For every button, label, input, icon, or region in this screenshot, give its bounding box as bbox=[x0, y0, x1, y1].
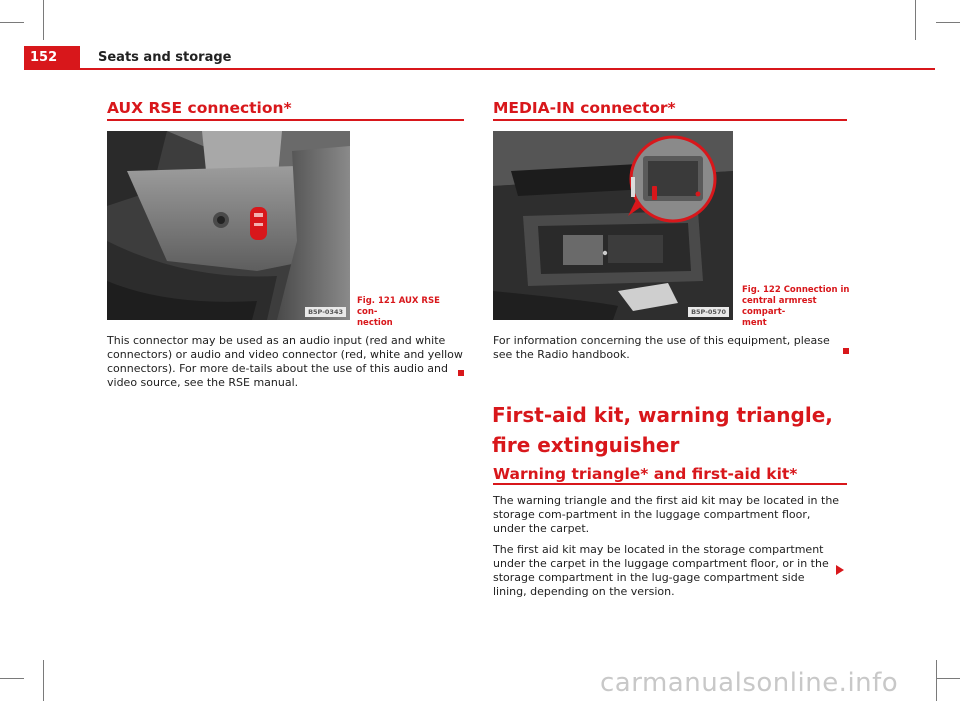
body-paragraph: This connector may be used as an audio input (red and white connectors) or audio and video connector (red, white and yellow connectors). For more de-tails about the use of this audio and video source, see the RSE manual. bbox=[107, 334, 463, 389]
media-in-illustration bbox=[493, 131, 733, 320]
section-title-aux-rse: AUX RSE connection* bbox=[107, 99, 292, 117]
header-title: Seats and storage bbox=[98, 50, 232, 65]
body-paragraph: The first aid kit may be located in the storage compartment under the carpet in the luggage compartment floor, or in the storage compartment in the lug-gage compartment side lining, depending on the version. bbox=[493, 543, 829, 598]
aux-rse-body bbox=[107, 334, 463, 397]
body-paragraph: The warning triangle and the first aid kit may be located in the storage com-partment in the luggage compartment floor, under the carpet. bbox=[493, 494, 840, 535]
crop-mark bbox=[936, 660, 937, 701]
page-number: 152 bbox=[24, 46, 80, 70]
crop-mark bbox=[0, 678, 24, 679]
crop-mark bbox=[43, 660, 44, 701]
figure-caption: Fig. 121 AUX RSE con- nection bbox=[357, 296, 440, 328]
figure-code: B5P-0343 bbox=[305, 307, 346, 317]
figure-code: B5P-0570 bbox=[688, 307, 729, 317]
chapter-body bbox=[493, 494, 841, 606]
crop-mark bbox=[936, 22, 960, 23]
aux-rse-illustration bbox=[107, 131, 350, 320]
section-rule bbox=[493, 119, 847, 121]
media-in-body bbox=[493, 334, 841, 369]
chapter-title: First-aid kit, warning triangle, fire extinguisher bbox=[492, 403, 833, 457]
figure-aux-rse bbox=[107, 131, 350, 320]
crop-mark bbox=[936, 678, 960, 679]
end-of-section-mark bbox=[458, 370, 464, 376]
section-rule bbox=[493, 483, 847, 485]
figure-media-in bbox=[493, 131, 733, 320]
body-paragraph: For information concerning the use of this equipment, please see the Radio handbook. bbox=[493, 334, 830, 361]
header-rule bbox=[80, 68, 935, 70]
subsection-title: Warning triangle* and first-aid kit* bbox=[493, 465, 798, 483]
crop-mark bbox=[915, 0, 916, 40]
section-rule bbox=[107, 119, 464, 121]
section-title-media-in: MEDIA-IN connector* bbox=[493, 99, 676, 117]
end-of-section-mark bbox=[843, 348, 849, 354]
figure-caption: Fig. 122 Connection in central armrest compart- ment bbox=[742, 285, 850, 328]
crop-mark bbox=[0, 22, 24, 23]
crop-mark bbox=[43, 0, 44, 40]
watermark: carmanualsonline.info bbox=[600, 668, 899, 698]
continue-arrow-icon bbox=[836, 565, 844, 575]
